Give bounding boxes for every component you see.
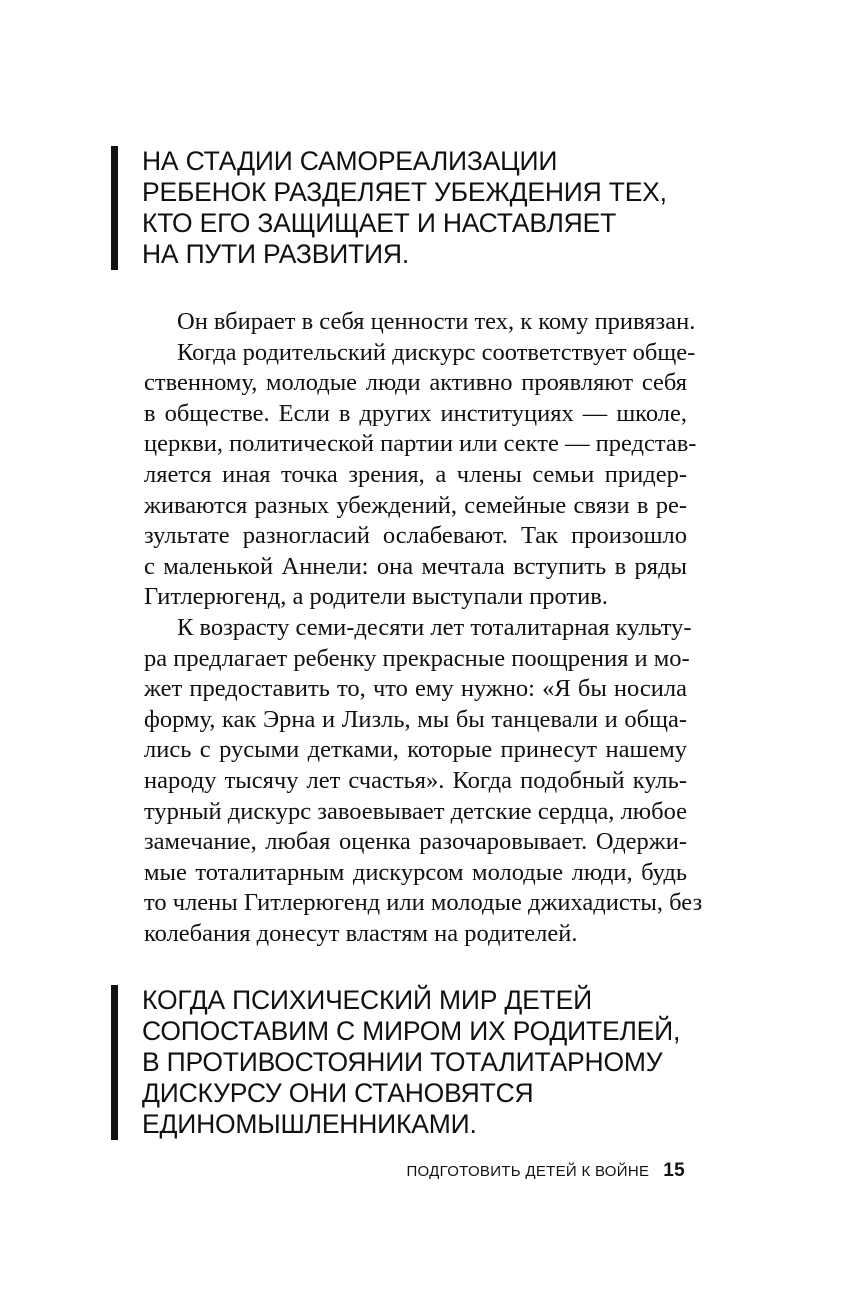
- body-line: ра предлагает ребенку прекрасные поощрения и мо-: [144, 644, 690, 672]
- pullquote-line: КОГДА ПСИХИЧЕСКИЙ МИР ДЕТЕЙ: [142, 985, 592, 1015]
- paragraph-1: [111, 307, 696, 338]
- body-line: с маленькой Аннели: она мечтала вступить в ряды: [144, 552, 687, 580]
- body-line: замечание, любая оценка разочаровывает. Одержи-: [144, 828, 687, 856]
- pullquote-bottom: [111, 985, 711, 1140]
- page-number: 15: [663, 1160, 685, 1181]
- body-line: ственному, молодые люди активно проявляют себя: [144, 369, 687, 397]
- pullquote-line: НА СТАДИИ САМОРЕАЛИЗАЦИИ: [142, 146, 558, 176]
- body-line: в обществе. Если в других институциях — школе,: [144, 399, 687, 427]
- body-line: ляется иная точка зрения, а члены семьи придер-: [144, 460, 687, 488]
- pullquote-line: ЕДИНОМЫШЛЕННИКАМИ.: [142, 1109, 477, 1139]
- body-line: то члены Гитлерюгенд или молодые джихадисты, без: [144, 889, 703, 917]
- pullquote-line: ДИСКУРСУ ОНИ СТАНОВЯТСЯ: [142, 1078, 534, 1108]
- body-line: живаются разных убеждений, семейные связи в ре-: [144, 491, 687, 519]
- body-line: колебания донесут властям на родителей.: [144, 919, 578, 947]
- pullquote-line: РЕБЕНОК РАЗДЕЛЯЕТ УБЕЖДЕНИЯ ТЕХ,: [142, 177, 667, 207]
- body-line: К возрасту семи-десяти лет тоталитарная культу-: [177, 613, 692, 641]
- body-line: народу тысячу лет счастья». Когда подобный куль-: [144, 766, 687, 794]
- paragraph-2: [111, 338, 697, 613]
- pullquote-line: В ПРОТИВОСТОЯНИИ ТОТАЛИТАРНОМУ: [142, 1047, 663, 1077]
- body-line: форму, как Эрна и Лизль, мы бы танцевали и обща-: [144, 705, 687, 733]
- body-line: мые тоталитарным дискурсом молодые люди, будь: [144, 858, 687, 886]
- page-footer: [406, 1160, 685, 1182]
- body-line: Он вбирает в себя ценности тех, к кому привязан.: [177, 308, 696, 335]
- body-line: зультате разногласий ослабевают. Так произошло: [144, 522, 687, 550]
- body-line: лись с русыми детками, которые принесут нашему: [144, 736, 687, 764]
- body-text: [111, 307, 703, 949]
- pullquote-top: [111, 146, 711, 270]
- body-line: Гитлерюгенд, а родители выступали против.: [144, 583, 608, 611]
- body-line: Когда родительский дискурс соответствует обще-: [177, 338, 696, 366]
- body-line: жет предоставить то, что ему нужно: «Я бы носила: [144, 675, 687, 703]
- pullquote-line: СОПОСТАВИМ С МИРОМ ИХ РОДИТЕЛЕЙ,: [142, 1016, 681, 1046]
- body-line: церкви, политической партии или секте — представ-: [144, 430, 697, 458]
- pullquote-line: НА ПУТИ РАЗВИТИЯ.: [142, 239, 409, 269]
- body-line: турный дискурс завоевывает детские сердца, любое: [144, 797, 687, 825]
- paragraph-3: [111, 613, 703, 950]
- running-title: ПОДГОТОВИТЬ ДЕТЕЙ К ВОЙНЕ: [406, 1163, 650, 1180]
- pullquote-line: КТО ЕГО ЗАЩИЩАЕТ И НАСТАВЛЯЕТ: [142, 208, 617, 238]
